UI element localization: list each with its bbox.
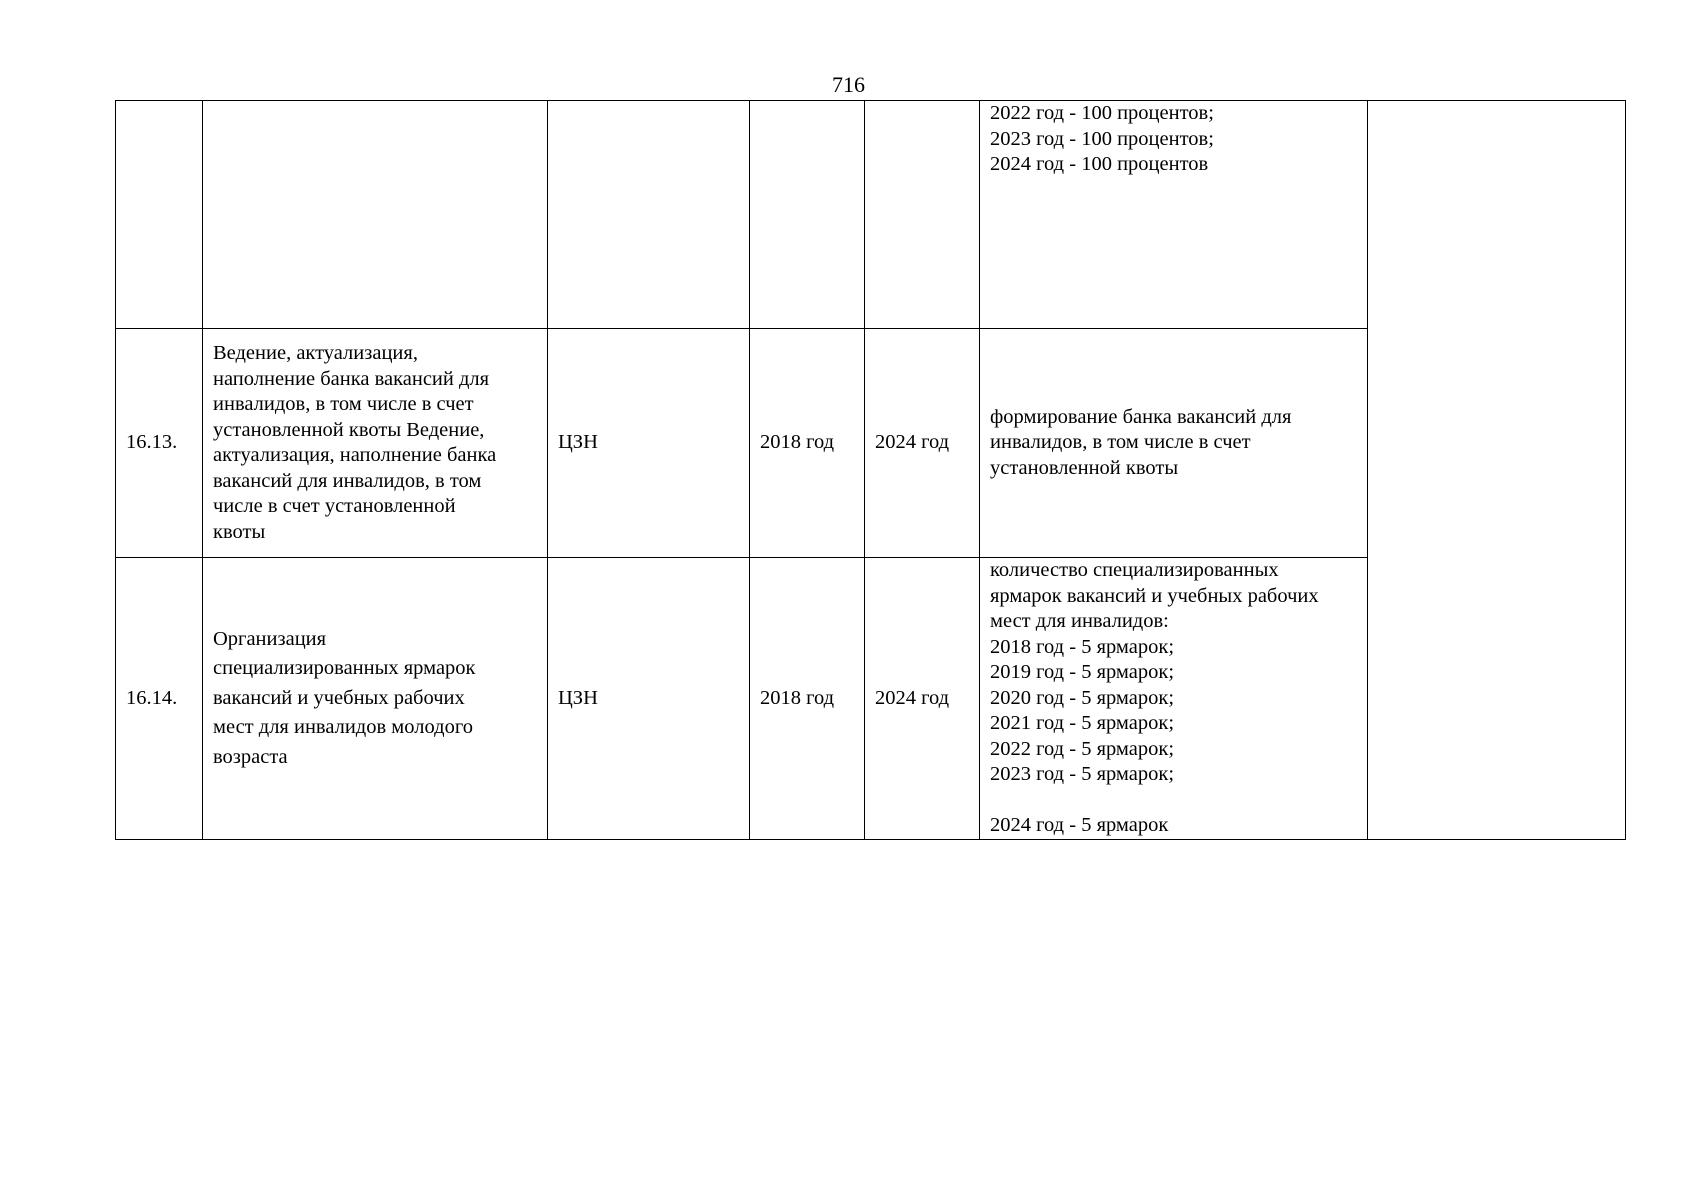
indicator-line: 2018 год - 5 ярмарок; [990, 635, 1175, 658]
indicator-line: ярмарок вакансий и учебных рабочих [990, 584, 1319, 607]
measure-name-cell [203, 329, 548, 558]
start-year-cell: 2018 год [750, 329, 865, 558]
measure-name-line: Организация [213, 627, 327, 650]
measure-name-line: специализированных ярмарок [213, 657, 476, 680]
measure-name-line: вакансий для инвалидов, в том [213, 469, 482, 492]
start-year-cell: 2018 год [750, 558, 865, 840]
row-number-cell: 16.14. [116, 558, 203, 840]
indicator-line: 2023 год - 100 процентов; [990, 127, 1214, 150]
indicator-cell [980, 329, 1368, 558]
measure-name-line: числе в счет установленной [213, 495, 456, 517]
measure-name-line: наполнение банка вакансий для [213, 367, 490, 390]
measures-table [115, 100, 1626, 840]
row-number-cell: 16.13. [116, 329, 203, 558]
indicator-line: 2019 год - 5 ярмарок; [990, 661, 1175, 683]
notes-cell [1368, 101, 1626, 840]
row-number-cell [116, 101, 203, 329]
executor-cell: ЦЗН [548, 558, 750, 840]
measure-name-line: Ведение, актуализация, [213, 342, 418, 364]
measure-name-line: квоты [213, 520, 266, 543]
indicator-line: 2024 год - 100 процентов [990, 153, 1209, 175]
executor-cell [548, 101, 750, 329]
indicator-line: мест для инвалидов: [990, 610, 1169, 632]
indicator-line: 2024 год - 5 ярмарок [990, 814, 1169, 836]
measure-name-line: возраста [213, 745, 288, 768]
end-year-cell: 2024 год [865, 558, 980, 840]
end-year-cell [865, 101, 980, 329]
measure-name-line: актуализация, наполнение банка [213, 444, 497, 466]
measure-name-cell [203, 101, 548, 329]
table-row [116, 101, 1626, 329]
indicator-line: 2021 год - 5 ярмарок; [990, 712, 1175, 734]
indicator-cell [980, 101, 1368, 329]
indicator-line: инвалидов, в том числе в счет [990, 431, 1251, 454]
measure-name-line: инвалидов, в том числе в счет [213, 393, 474, 415]
end-year-cell: 2024 год [865, 329, 980, 558]
indicator-cell [980, 558, 1368, 840]
indicator-blank-line [990, 788, 1357, 814]
indicator-line: 2022 год - 100 процентов; [990, 102, 1214, 124]
indicator-line: установленной квоты [990, 456, 1179, 479]
measure-name-line: установленной квоты Ведение, [213, 418, 485, 441]
start-year-cell [750, 101, 865, 329]
measure-name-line: мест для инвалидов молодого [213, 716, 473, 739]
indicator-line: 2020 год - 5 ярмарок; [990, 686, 1175, 709]
indicator-line: 2022 год - 5 ярмарок; [990, 737, 1175, 760]
executor-cell: ЦЗН [548, 329, 750, 558]
indicator-line: количество специализированных [990, 559, 1279, 581]
page-number: 716 [832, 72, 865, 97]
measure-name-cell [203, 558, 548, 840]
indicator-line: формирование банка вакансий для [990, 405, 1292, 428]
measure-name-line: вакансий и учебных рабочих [213, 686, 465, 709]
indicator-line: 2023 год - 5 ярмарок; [990, 763, 1175, 785]
